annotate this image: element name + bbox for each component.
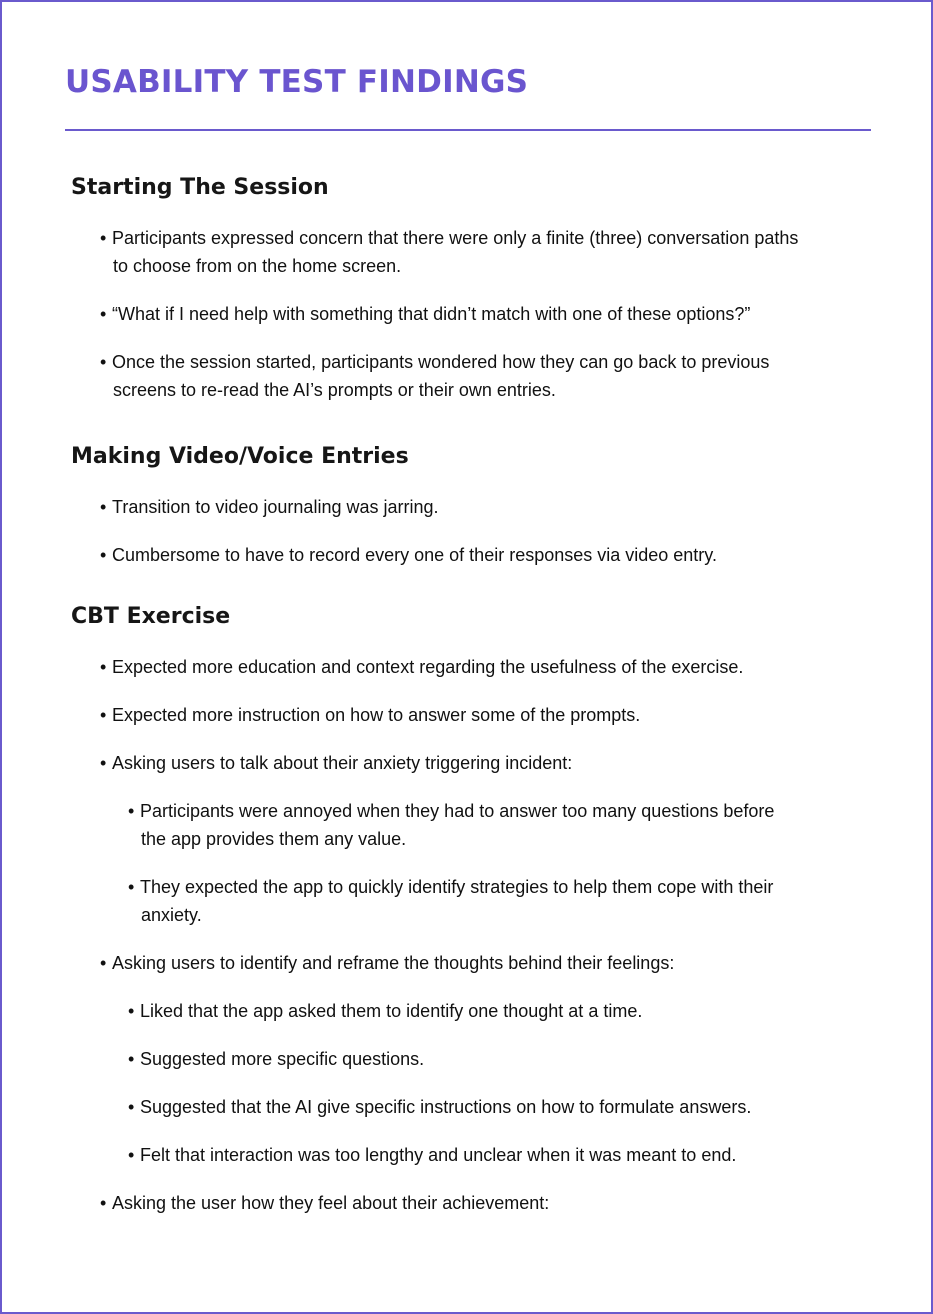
list-item-text: Asking users to talk about their anxiety triggering incident: xyxy=(112,753,573,773)
list-item-text: Felt that interaction was too lengthy and unclear when it was meant to end. xyxy=(140,1145,737,1165)
section-heading-starting-the-session: Starting The Session xyxy=(71,175,329,200)
list-item-text: Asking users to identify and reframe the thoughts behind their feelings: xyxy=(112,953,675,973)
list-item xyxy=(100,493,870,521)
list-item-text-continued: screens to re-read the AI’s prompts or their own entries. xyxy=(113,380,556,400)
bullet-icon: • xyxy=(100,497,107,517)
bullet-icon: • xyxy=(100,228,107,248)
sub-list-item xyxy=(128,997,868,1025)
list-item xyxy=(100,224,870,280)
list-item-text-continued: anxiety. xyxy=(141,905,202,925)
bullet-icon: • xyxy=(100,705,107,725)
list-item-text: Liked that the app asked them to identify one thought at a time. xyxy=(140,1001,643,1021)
list-item xyxy=(100,541,870,569)
bullet-icon: • xyxy=(128,1145,135,1165)
bullet-icon: • xyxy=(128,801,135,821)
list-item xyxy=(100,949,870,977)
sub-list-item xyxy=(128,1045,868,1073)
list-item-text: Participants expressed concern that there were only a finite (three) conversation paths xyxy=(112,228,799,248)
bullet-icon: • xyxy=(128,1049,135,1069)
title-divider xyxy=(65,129,871,131)
list-item-text-continued: to choose from on the home screen. xyxy=(113,256,402,276)
list-item-text: Once the session started, participants wondered how they can go back to previous xyxy=(112,352,770,372)
list-item-text: They expected the app to quickly identify strategies to help them cope with their xyxy=(140,877,774,897)
section-heading-making-video-voice-entries: Making Video/Voice Entries xyxy=(71,444,409,469)
list-item xyxy=(100,1189,870,1217)
bullet-icon: • xyxy=(128,1097,135,1117)
list-item-text-continued: the app provides them any value. xyxy=(141,829,407,849)
list-item-text: Cumbersome to have to record every one of their responses via video entry. xyxy=(112,545,717,565)
list-item-text: Suggested more specific questions. xyxy=(140,1049,425,1069)
list-item-text: Participants were annoyed when they had to answer too many questions before xyxy=(140,801,775,821)
list-item-text: Suggested that the AI give specific instructions on how to formulate answers. xyxy=(140,1097,752,1117)
list-item-text: Asking the user how they feel about their achievement: xyxy=(112,1193,550,1213)
bullet-icon: • xyxy=(100,753,107,773)
section-heading-cbt-exercise: CBT Exercise xyxy=(71,604,231,629)
list-item-text: Expected more education and context regarding the usefulness of the exercise. xyxy=(112,657,744,677)
sub-list-item xyxy=(128,1093,868,1121)
bullet-icon: • xyxy=(100,545,107,565)
list-item xyxy=(100,300,870,328)
bullet-icon: • xyxy=(100,304,107,324)
bullet-icon: • xyxy=(100,1193,107,1213)
list-item xyxy=(100,749,870,777)
bullet-icon: • xyxy=(100,953,107,973)
list-item-text: Transition to video journaling was jarring. xyxy=(112,497,439,517)
list-item xyxy=(100,653,870,681)
list-item xyxy=(100,701,870,729)
sub-list-item xyxy=(128,873,868,929)
list-item xyxy=(100,348,870,404)
page-title: USABILITY TEST FINDINGS xyxy=(65,64,529,100)
bullet-icon: • xyxy=(100,352,107,372)
bullet-icon: • xyxy=(100,657,107,677)
list-item-text: Expected more instruction on how to answer some of the prompts. xyxy=(112,705,641,725)
sub-list-item xyxy=(128,797,868,853)
list-item-text: “What if I need help with something that didn’t match with one of these options?” xyxy=(112,304,751,324)
sub-list-item xyxy=(128,1141,868,1169)
bullet-icon: • xyxy=(128,1001,135,1021)
bullet-icon: • xyxy=(128,877,135,897)
